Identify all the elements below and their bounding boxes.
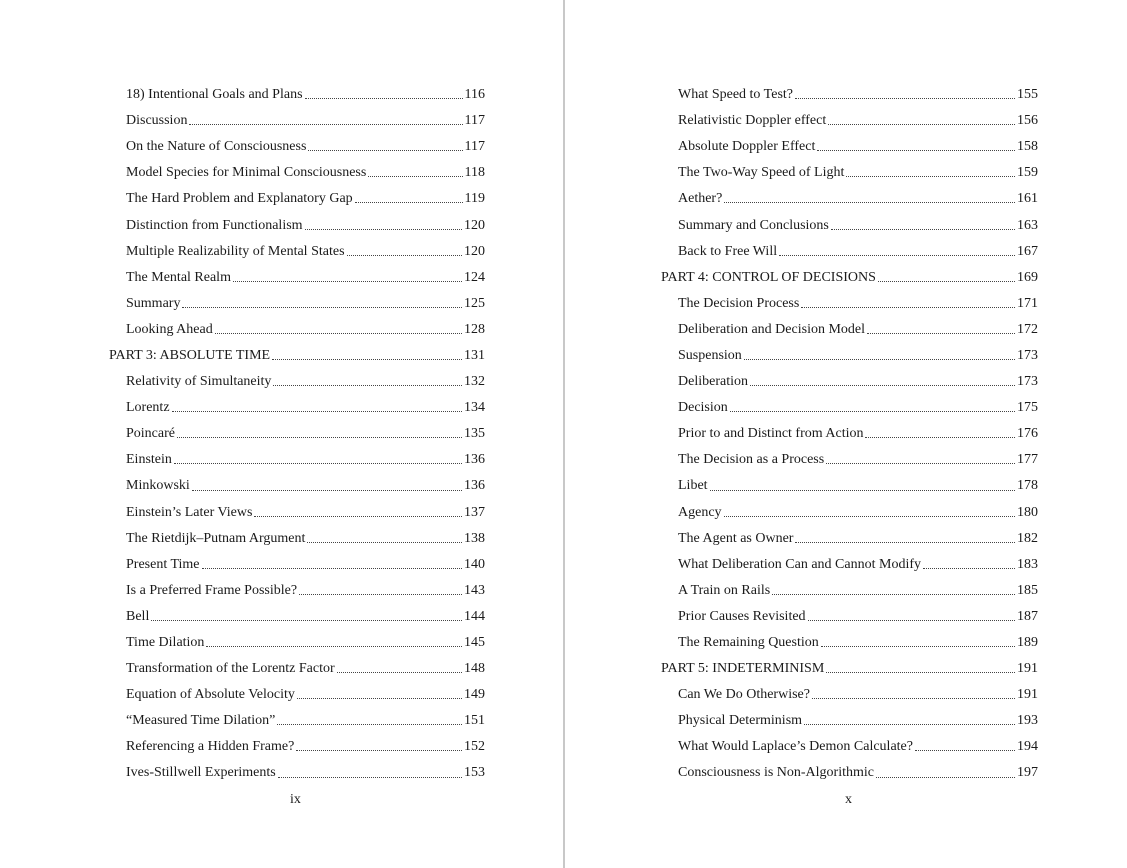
toc-entry [109, 108, 485, 134]
toc-entry-page-number: 118 [464, 165, 485, 181]
toc-entry-title: The Mental Realm [126, 269, 231, 285]
toc-entry [661, 108, 1038, 134]
toc-entry [109, 317, 485, 343]
toc-entry [109, 447, 485, 473]
toc-entry-page-number: 116 [464, 87, 485, 103]
toc-entry-page-number: 177 [1017, 452, 1038, 468]
toc-entry-title: Time Dilation [126, 635, 205, 651]
toc-entry-title: Relativistic Doppler effect [678, 113, 827, 129]
toc-list-right [661, 82, 1038, 787]
toc-entry [661, 160, 1038, 186]
toc-entry-page-number: 125 [464, 295, 485, 311]
toc-entry-title: 18) Intentional Goals and Plans [126, 87, 303, 103]
toc-entry-page-number: 193 [1017, 713, 1038, 729]
dot-leader [277, 723, 462, 725]
toc-entry-page-number: 172 [1017, 321, 1038, 337]
toc-entry [661, 708, 1038, 734]
toc-entry-title: Suspension [678, 347, 742, 363]
toc-entry-page-number: 158 [1017, 139, 1038, 155]
toc-entry-title: The Rietdijk–Putnam Argument [126, 530, 306, 546]
toc-entry-title: PART 5: INDETERMINISM [661, 661, 825, 677]
toc-entry-title: Einstein [126, 452, 172, 468]
toc-entry-page-number: 173 [1017, 347, 1038, 363]
dot-leader [307, 541, 462, 543]
toc-entry-title: Physical Determinism [678, 713, 803, 729]
toc-entry-title: Model Species for Minimal Consciousness [126, 165, 367, 181]
dot-leader [923, 567, 1015, 569]
toc-entry [661, 734, 1038, 760]
dot-leader [724, 515, 1015, 517]
toc-entry-page-number: 119 [464, 191, 485, 207]
dot-leader [308, 149, 462, 151]
toc-entry-title: Prior Causes Revisited [678, 608, 806, 624]
toc-entry-title: Consciousness is Non-Algorithmic [678, 765, 874, 781]
toc-entry-page-number: 161 [1017, 191, 1038, 207]
dot-leader [297, 697, 462, 699]
toc-entry-page-number: 134 [464, 400, 485, 416]
toc-entry-title: What Deliberation Can and Cannot Modify [678, 556, 921, 572]
toc-entry-page-number: 144 [464, 608, 485, 624]
dot-leader [808, 619, 1015, 621]
toc-entry [109, 500, 485, 526]
dot-leader [826, 671, 1015, 673]
toc-entry-page-number: 120 [464, 243, 485, 259]
right-page [565, 0, 1127, 868]
toc-entry-title: Absolute Doppler Effect [678, 139, 816, 155]
toc-entry-title: Looking Ahead [126, 321, 213, 337]
dot-leader [189, 123, 462, 125]
dot-leader [233, 280, 462, 282]
toc-entry-title: Discussion [126, 113, 188, 129]
toc-entry [661, 212, 1038, 238]
toc-entry-title: The Remaining Question [678, 635, 819, 651]
dot-leader [206, 645, 462, 647]
toc-entry [661, 395, 1038, 421]
toc-entry-page-number: 178 [1017, 478, 1038, 494]
toc-entry-page-number: 191 [1017, 687, 1038, 703]
toc-entry-title: Poincaré [126, 426, 175, 442]
toc-entry-page-number: 183 [1017, 556, 1038, 572]
toc-entry [109, 160, 485, 186]
dot-leader [151, 619, 462, 621]
toc-part-heading [661, 656, 1038, 682]
toc-entry-title: On the Nature of Consciousness [126, 139, 307, 155]
dot-leader [817, 149, 1015, 151]
dot-leader [795, 97, 1015, 99]
dot-leader [192, 489, 462, 491]
toc-entry-title: Aether? [678, 191, 723, 207]
toc-entry-page-number: 187 [1017, 608, 1038, 624]
toc-entry-title: Lorentz [126, 400, 170, 416]
toc-entry [661, 604, 1038, 630]
toc-entry-title: Is a Preferred Frame Possible? [126, 582, 298, 598]
toc-entry-page-number: 156 [1017, 113, 1038, 129]
toc-entry-page-number: 155 [1017, 87, 1038, 103]
toc-entry [661, 239, 1038, 265]
toc-entry [109, 239, 485, 265]
toc-entry-title: What Speed to Test? [678, 87, 794, 103]
dot-leader [804, 723, 1015, 725]
toc-entry-title: Bell [126, 608, 150, 624]
toc-part-heading [661, 265, 1038, 291]
toc-entry-page-number: 171 [1017, 295, 1038, 311]
toc-entry-page-number: 120 [464, 217, 485, 233]
toc-entry-title: A Train on Rails [678, 582, 771, 598]
dot-leader [795, 541, 1015, 543]
dot-leader [826, 462, 1015, 464]
toc-entry-title: “Measured Time Dilation” [126, 713, 276, 729]
toc-entry-title: PART 4: CONTROL OF DECISIONS [661, 269, 876, 285]
toc-entry-page-number: 138 [464, 530, 485, 546]
toc-entry [109, 369, 485, 395]
toc-entry-page-number: 128 [464, 321, 485, 337]
toc-part-heading [109, 343, 485, 369]
toc-entry [661, 343, 1038, 369]
dot-leader [296, 749, 462, 751]
toc-entry-page-number: 135 [464, 426, 485, 442]
toc-entry-title: PART 3: ABSOLUTE TIME [109, 347, 271, 363]
toc-entry-title: Decision [678, 400, 728, 416]
toc-entry-page-number: 182 [1017, 530, 1038, 546]
toc-entry-page-number: 151 [464, 713, 485, 729]
toc-entry-page-number: 136 [464, 452, 485, 468]
toc-entry-page-number: 136 [464, 478, 485, 494]
toc-entry-page-number: 149 [464, 687, 485, 703]
dot-leader [846, 175, 1015, 177]
toc-entry-page-number: 145 [464, 635, 485, 651]
dot-leader [915, 749, 1015, 751]
toc-entry-title: The Agent as Owner [678, 530, 794, 546]
toc-entry-title: Deliberation [678, 374, 748, 390]
dot-leader [368, 175, 462, 177]
toc-entry-title: Equation of Absolute Velocity [126, 687, 295, 703]
toc-entry-page-number: 197 [1017, 765, 1038, 781]
toc-entry [661, 500, 1038, 526]
toc-entry [109, 630, 485, 656]
toc-entry [661, 134, 1038, 160]
toc-entry-title: Multiple Realizability of Mental States [126, 243, 345, 259]
toc-entry-page-number: 163 [1017, 217, 1038, 233]
left-page [0, 0, 563, 868]
toc-entry-page-number: 117 [464, 139, 485, 155]
toc-entry [109, 682, 485, 708]
dot-leader [710, 489, 1015, 491]
toc-entry [109, 421, 485, 447]
page-number-left: ix [290, 792, 301, 807]
toc-entry-page-number: 173 [1017, 374, 1038, 390]
toc-entry [661, 526, 1038, 552]
toc-entry-title: Libet [678, 478, 708, 494]
dot-leader [779, 254, 1015, 256]
dot-leader [876, 776, 1015, 778]
dot-leader [202, 567, 462, 569]
toc-entry [109, 212, 485, 238]
dot-leader [347, 254, 462, 256]
dot-leader [821, 645, 1015, 647]
toc-entry [661, 447, 1038, 473]
toc-entry-page-number: 124 [464, 269, 485, 285]
toc-entry [109, 82, 485, 108]
toc-entry [661, 760, 1038, 786]
toc-entry-title: Relativity of Simultaneity [126, 374, 272, 390]
dot-leader [772, 593, 1015, 595]
toc-entry-page-number: 185 [1017, 582, 1038, 598]
dot-leader [337, 671, 462, 673]
dot-leader [828, 123, 1015, 125]
toc-entry [661, 317, 1038, 343]
toc-entry-title: The Decision as a Process [678, 452, 825, 468]
dot-leader [730, 410, 1015, 412]
dot-leader [305, 97, 463, 99]
dot-leader [831, 228, 1015, 230]
toc-entry-page-number: 131 [464, 347, 485, 363]
toc-entry [661, 682, 1038, 708]
toc-entry-page-number: 169 [1017, 269, 1038, 285]
toc-entry-page-number: 117 [464, 113, 485, 129]
toc-entry [109, 473, 485, 499]
toc-entry-title: What Would Laplace’s Demon Calculate? [678, 739, 913, 755]
toc-entry-page-number: 143 [464, 582, 485, 598]
toc-list-left [109, 82, 485, 787]
dot-leader [174, 462, 462, 464]
toc-entry [661, 552, 1038, 578]
dot-leader [299, 593, 462, 595]
toc-entry-title: Ives-Stillwell Experiments [126, 765, 276, 781]
toc-entry [109, 526, 485, 552]
toc-entry-page-number: 152 [464, 739, 485, 755]
toc-entry-title: Minkowski [126, 478, 190, 494]
toc-entry [661, 630, 1038, 656]
toc-entry [109, 760, 485, 786]
toc-entry-title: Transformation of the Lorentz Factor [126, 661, 335, 677]
dot-leader [305, 228, 462, 230]
dot-leader [878, 280, 1015, 282]
page-number-right: x [845, 792, 852, 807]
toc-entry [109, 708, 485, 734]
toc-entry [661, 369, 1038, 395]
dot-leader [867, 332, 1015, 334]
dot-leader [724, 201, 1015, 203]
dot-leader [355, 201, 463, 203]
toc-entry-title: Back to Free Will [678, 243, 778, 259]
toc-entry-page-number: 175 [1017, 400, 1038, 416]
toc-entry [661, 421, 1038, 447]
dot-leader [273, 384, 462, 386]
toc-entry [109, 395, 485, 421]
toc-entry-page-number: 132 [464, 374, 485, 390]
toc-entry-title: Distinction from Functionalism [126, 217, 303, 233]
toc-entry [109, 265, 485, 291]
toc-entry [109, 291, 485, 317]
toc-entry [109, 604, 485, 630]
toc-entry-page-number: 159 [1017, 165, 1038, 181]
dot-leader [278, 776, 462, 778]
toc-entry [109, 578, 485, 604]
toc-entry-title: Referencing a Hidden Frame? [126, 739, 295, 755]
toc-entry [661, 291, 1038, 317]
dot-leader [177, 436, 462, 438]
dot-leader [172, 410, 462, 412]
toc-entry-page-number: 167 [1017, 243, 1038, 259]
toc-entry [109, 656, 485, 682]
toc-entry-title: Summary and Conclusions [678, 217, 829, 233]
toc-entry [661, 473, 1038, 499]
toc-entry [109, 186, 485, 212]
dot-leader [865, 436, 1015, 438]
toc-entry-title: The Decision Process [678, 295, 800, 311]
toc-entry-page-number: 191 [1017, 661, 1038, 677]
dot-leader [812, 697, 1015, 699]
toc-entry-title: The Hard Problem and Explanatory Gap [126, 191, 353, 207]
dot-leader [801, 306, 1015, 308]
toc-entry-page-number: 153 [464, 765, 485, 781]
dot-leader [182, 306, 462, 308]
toc-entry [661, 186, 1038, 212]
dot-leader [215, 332, 462, 334]
toc-entry-title: Present Time [126, 556, 200, 572]
dot-leader [744, 358, 1015, 360]
toc-entry-page-number: 180 [1017, 504, 1038, 520]
toc-entry-title: Can We Do Otherwise? [678, 687, 810, 703]
toc-entry-page-number: 189 [1017, 635, 1038, 651]
toc-entry [109, 134, 485, 160]
toc-entry-page-number: 194 [1017, 739, 1038, 755]
dot-leader [254, 515, 462, 517]
toc-entry-title: Einstein’s Later Views [126, 504, 253, 520]
dot-leader [272, 358, 462, 360]
toc-entry [661, 82, 1038, 108]
dot-leader [750, 384, 1015, 386]
toc-entry [109, 552, 485, 578]
toc-entry-page-number: 137 [464, 504, 485, 520]
toc-entry [109, 734, 485, 760]
toc-entry-page-number: 176 [1017, 426, 1038, 442]
toc-entry-title: Prior to and Distinct from Action [678, 426, 864, 442]
toc-entry-title: The Two-Way Speed of Light [678, 165, 845, 181]
toc-entry-title: Summary [126, 295, 181, 311]
toc-entry-page-number: 148 [464, 661, 485, 677]
toc-entry-title: Deliberation and Decision Model [678, 321, 866, 337]
toc-entry-title: Agency [678, 504, 722, 520]
toc-entry-page-number: 140 [464, 556, 485, 572]
toc-entry [661, 578, 1038, 604]
